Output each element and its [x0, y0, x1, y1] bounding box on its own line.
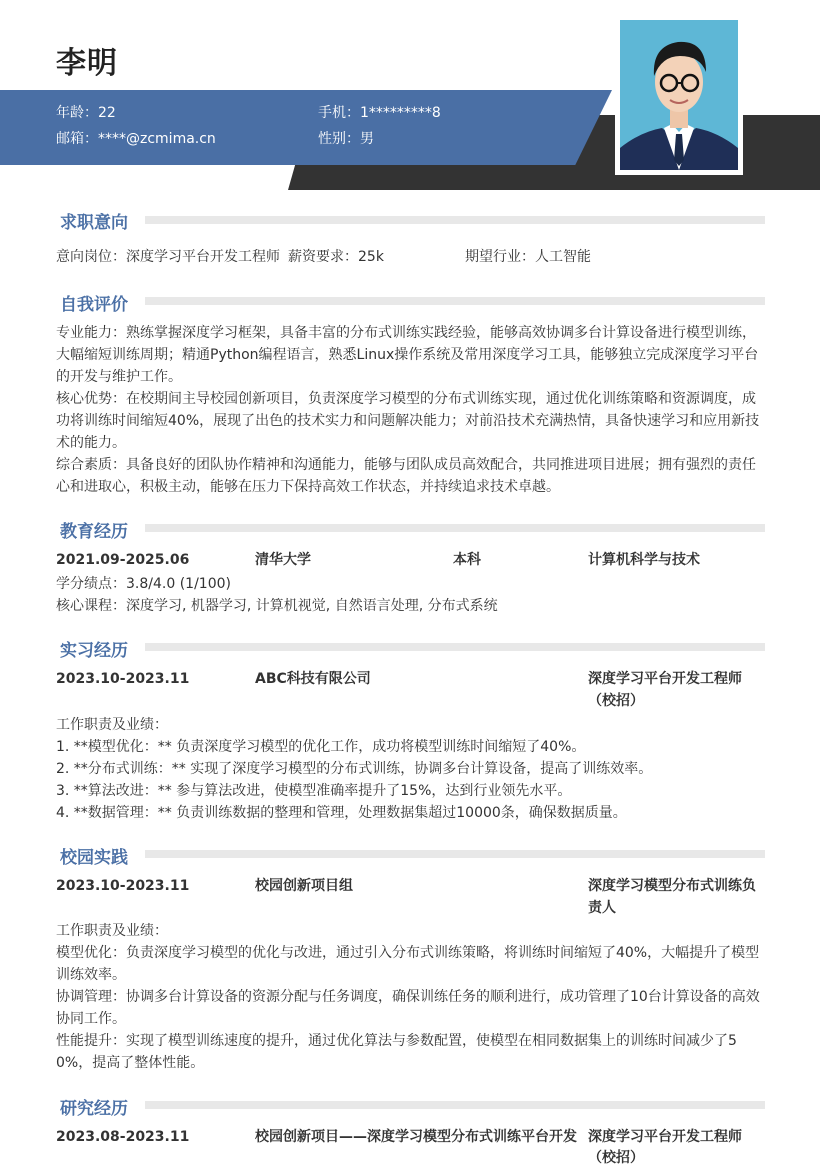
campus-period: 2023.10-2023.11 — [56, 878, 190, 894]
section-title-self-eval: 自我评价 — [60, 295, 128, 315]
self-eval-professional: 专业能力：熟练掌握深度学习框架，具备丰富的分布式训练实践经验，能够高效协调多台计算设备进行模型训练，大幅缩短训练周期；精通Python编程语言，熟悉Linux操作系统及常用深度学习工具，能够独立完成深度学习平台的开发与维护工作。 — [56, 325, 759, 385]
campus-duty-item: 协调管理：协调多台计算设备的资源分配与任务调度，确保训练任务的顺利进行，成功管理了10台计算设备的高效协同工作。 — [56, 989, 760, 1027]
portrait-illustration — [620, 20, 738, 170]
section-divider — [145, 524, 765, 532]
internship-role-note: （校招） — [588, 693, 644, 709]
internship-period: 2023.10-2023.11 — [56, 671, 190, 687]
campus-role: 深度学习模型分布式训练负 — [588, 878, 756, 894]
section-title-research: 研究经历 — [60, 1099, 128, 1119]
education-major: 计算机科学与技术 — [588, 552, 700, 568]
campus-org: 校园创新项目组 — [255, 878, 353, 894]
education-gpa: 学分绩点：3.8/4.0 (1/100) — [56, 576, 231, 592]
internship-duty-item: 4. **数据管理：** 负责训练数据的整理和管理，处理数据集超过10000条，确保数据质量。 — [56, 805, 627, 821]
profile-photo-frame — [615, 15, 743, 175]
section-title-education: 教育经历 — [60, 522, 128, 542]
email-info: 邮箱：****@zcmima.cn — [56, 131, 216, 147]
campus-duties-heading: 工作职责及业绩： — [56, 923, 168, 939]
education-courses: 核心课程：深度学习, 机器学习, 计算机视觉, 自然语言处理, 分布式系统 — [56, 598, 498, 614]
internship-role: 深度学习平台开发工程师 — [588, 671, 742, 687]
section-divider — [145, 850, 765, 858]
research-role-note: （校招） — [588, 1150, 644, 1166]
phone-info: 手机：1*********8 — [318, 105, 441, 121]
profile-photo — [620, 20, 738, 170]
internship-company: ABC科技有限公司 — [255, 671, 371, 687]
research-role: 深度学习平台开发工程师 — [588, 1129, 742, 1145]
self-eval-quality: 综合素质：具备良好的团队协作精神和沟通能力，能够与团队成员高效配合，共同推进项目进展；拥有强烈的责任心和进取心，积极主动，能够在压力下保持高效工作状态，并持续追求技术卓越。 — [56, 457, 756, 495]
internship-duty-item: 3. **算法改进：** 参与算法改进，使模型准确率提升了15%，达到行业领先水平。 — [56, 783, 572, 799]
intent-salary: 薪资要求：25k — [288, 249, 384, 265]
education-school: 清华大学 — [255, 552, 311, 568]
research-period: 2023.08-2023.11 — [56, 1129, 190, 1145]
internship-duty-item: 2. **分布式训练：** 实现了深度学习模型的分布式训练，协调多台计算设备，提高了训练效率。 — [56, 761, 653, 777]
campus-duty-item: 性能提升：实现了模型训练速度的提升，通过优化算法与参数配置，使模型在相同数据集上的训练时间减少了50%，提高了整体性能。 — [56, 1033, 737, 1071]
candidate-name: 李明 — [56, 46, 118, 81]
section-title-internship: 实习经历 — [60, 641, 128, 661]
research-project: 校园创新项目——深度学习模型分布式训练平台开发 — [255, 1129, 577, 1145]
education-period: 2021.09-2025.06 — [56, 552, 190, 568]
section-divider — [145, 1101, 765, 1109]
section-title-campus: 校园实践 — [60, 848, 128, 868]
section-divider — [145, 297, 765, 305]
campus-role-cont: 责人 — [588, 900, 616, 916]
education-degree: 本科 — [453, 552, 481, 568]
age-info: 年龄：22 — [56, 105, 116, 121]
campus-duty-item: 模型优化：负责深度学习模型的优化与改进，通过引入分布式训练策略，将训练时间缩短了40%，大幅提升了模型训练效率。 — [56, 945, 760, 983]
intent-industry: 期望行业：人工智能 — [465, 249, 591, 265]
internship-duties-heading: 工作职责及业绩： — [56, 717, 168, 733]
self-eval-advantage: 核心优势：在校期间主导校园创新项目，负责深度学习模型的分布式训练实现，通过优化训练策略和资源调度，成功将训练时间缩短40%，展现了出色的技术实力和问题解决能力；对前沿技术充满热情，具备快速学习和应用新技术的能力。 — [56, 391, 760, 451]
section-title-intent: 求职意向 — [60, 213, 128, 233]
section-divider — [145, 643, 765, 651]
section-divider — [145, 216, 765, 224]
intent-position: 意向岗位：深度学习平台开发工程师 — [56, 249, 280, 265]
internship-duty-item: 1. **模型优化：** 负责深度学习模型的优化工作，成功将模型训练时间缩短了40%。 — [56, 739, 586, 755]
gender-info: 性别：男 — [318, 131, 374, 147]
